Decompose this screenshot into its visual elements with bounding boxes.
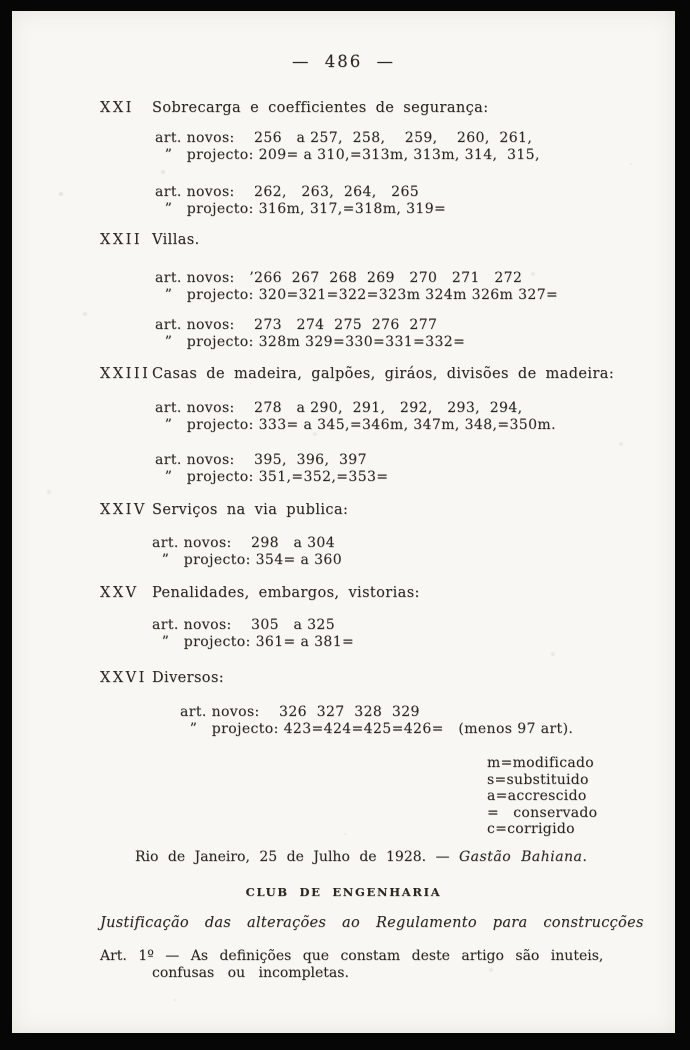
article-mapping-block [180, 704, 573, 738]
legend-line: s=substituido [487, 771, 589, 788]
section-title: Penalidades, embargos, vistorias: [152, 585, 420, 601]
art-projecto-line: ” projecto: 354= a 360 [152, 552, 343, 568]
document-page [12, 11, 675, 1033]
section-roman: XXIV [100, 502, 147, 518]
legend-line: c=corrigido [487, 821, 575, 837]
art-novos-line: art. novos: 278 a 290, 291, 292, 293, 294, [155, 400, 523, 416]
section-heading-xxii [100, 232, 200, 248]
art-projecto-line: ” projecto: 351,=352,=353= [155, 469, 389, 485]
justification-title: Justificação das alterações ao Regulamento para construcções [100, 915, 644, 931]
section-title: Diversos: [152, 670, 225, 686]
art-novos-line: art. novos: 305 a 325 [152, 617, 336, 633]
article-mapping-block [155, 452, 388, 486]
section-title: Casas de madeira, galpões, giráos, divisões de madeira: [152, 366, 615, 382]
art-novos-line: art. novos: ’266 267 268 269 270 271 272 [155, 270, 523, 286]
article-1-line-2: confusas ou incompletas. [152, 965, 349, 981]
article-mapping-block [155, 317, 465, 351]
section-heading-xxv [100, 585, 420, 601]
signature-place-date: Rio de Janeiro, 25 de Julho de 1928. — [135, 849, 459, 865]
section-title: Serviços na via publica: [152, 502, 349, 518]
page-number: — 486 — [292, 52, 395, 71]
article-mapping-block [155, 130, 540, 164]
art-projecto-line: ” projecto: 361= a 381= [152, 634, 355, 650]
scan-noise-speckles [12, 11, 14, 13]
article-mapping-block [152, 617, 354, 651]
section-title: Sobrecarga e coefficientes de segurança: [152, 100, 489, 116]
article-mapping-block [152, 535, 342, 569]
art-novos-line: art. novos: 326 327 328 329 [180, 704, 420, 720]
art-projecto-line: ” projecto: 209= a 310,=313m, 313m, 314, 315, [155, 147, 540, 163]
article-mapping-block [155, 184, 446, 218]
legend-line: a=accrescido [487, 788, 587, 804]
section-roman: XXVI [100, 670, 147, 686]
art-projecto-line: ” projecto: 316m, 317,=318m, 319= [155, 201, 447, 217]
art-novos-line: art. novos: 262, 263, 264, 265 [155, 184, 420, 200]
signature-line [135, 849, 587, 865]
section-roman: XXV [100, 585, 139, 601]
legend [487, 755, 597, 838]
section-heading-xxiii [100, 366, 614, 382]
signature-name: Gastão Bahiana. [459, 849, 588, 865]
article-1-line-1: Art. 1º — As definições que constam deste artigo são inuteis, [100, 948, 604, 964]
section-roman: XXII [100, 232, 143, 248]
section-roman: XXI [100, 100, 134, 116]
art-novos-line: art. novos: 273 274 275 276 277 [155, 317, 438, 333]
art-projecto-line: ” projecto: 328m 329=330=331=332= [155, 334, 466, 350]
club-heading: CLUB DE ENGENHARIA [245, 885, 442, 899]
art-projecto-line: ” projecto: 423=424=425=426= (menos 97 art). [180, 721, 574, 737]
section-roman: XXIII [100, 366, 151, 382]
section-heading-xxiv [100, 502, 348, 518]
section-heading-xxvi [100, 670, 224, 686]
article-mapping-block [155, 270, 558, 304]
art-novos-line: art. novos: 395, 396, 397 [155, 452, 367, 468]
legend-line: = conservado [487, 804, 598, 821]
section-title: Villas. [152, 232, 200, 248]
article-mapping-block [155, 400, 556, 434]
section-heading-xxi [100, 100, 489, 116]
art-projecto-line: ” projecto: 333= a 345,=346m, 347m, 348,=350m. [155, 417, 556, 433]
art-novos-line: art. novos: 298 a 304 [152, 535, 336, 551]
art-projecto-line: ” projecto: 320=321=322=323m 324m 326m 327= [155, 287, 559, 303]
legend-line: m=modificado [487, 755, 594, 771]
art-novos-line: art. novos: 256 a 257, 258, 259, 260, 261, [155, 130, 533, 146]
